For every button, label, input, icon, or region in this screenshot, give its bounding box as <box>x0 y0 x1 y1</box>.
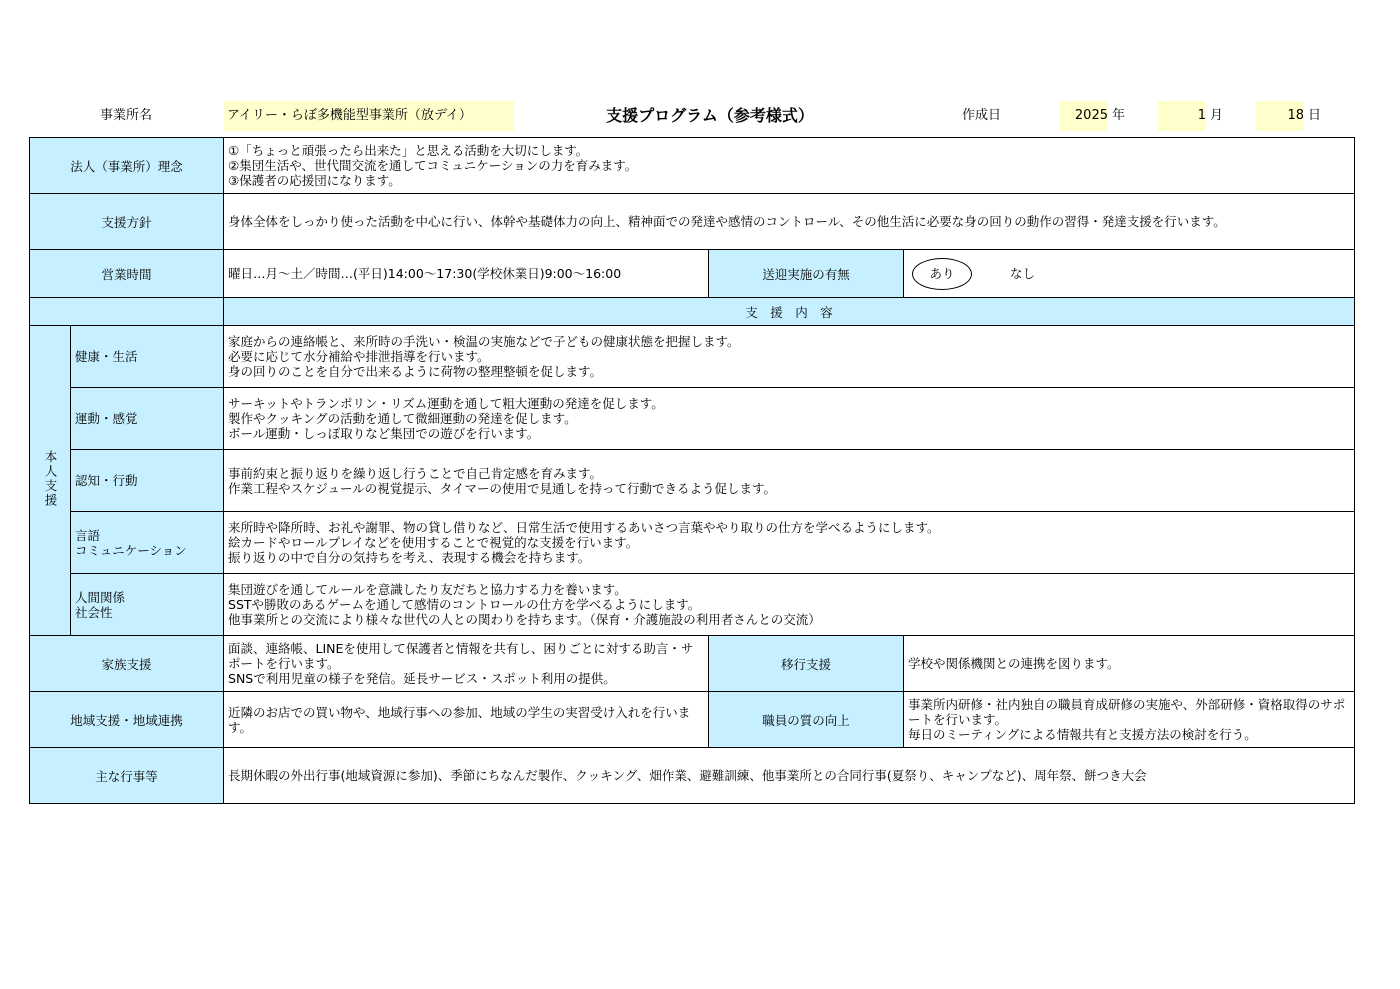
social-relations-text: 集団遊びを通してルールを意識したり友だちと協力する力を養います。 SSTや勝敗のあるゲームを通して感情のコントロールの仕方を学べるようにします。 他事業所との交流により様々な世代の人との関わりを持ちます。（保育・介護施設の利用者さんとの交流） <box>224 574 1355 636</box>
transport-no-option: なし <box>1010 265 1036 281</box>
health-life-text: 家庭からの連絡帳と、来所時の手洗い・検温の実施などで子どもの健康状態を把握します。 必要に応じて水分補給や排泄指導を行います。 身の回りのことを自分で出来るように荷物の整理整頓を促します。 <box>224 326 1355 388</box>
motor-sensory-label: 運動・感覚 <box>71 388 224 450</box>
policy-label: 支援方針 <box>30 194 224 250</box>
language-communication-text: 来所時や降所時、お礼や謝罪、物の貸し借りなど、日常生活で使用するあいさつ言葉ややり取りの仕方を学べるようにします。 絵カードやロールプレイなどを使用することで視覚的な支援を行います。 振り返りの中で自分の気持ちを考え、表現する機会を持ちます。 <box>224 512 1355 574</box>
personal-row-cognition <box>30 450 1355 512</box>
office-label: 事業所名 <box>100 108 153 123</box>
philosophy-label: 法人（事業所）理念 <box>30 138 224 194</box>
social-relations-label: 人間関係 社会性 <box>71 574 224 636</box>
month-value: 1 <box>1158 101 1206 131</box>
philosophy-row <box>30 138 1355 194</box>
support-content-header: 支 援 内 容 <box>224 298 1355 326</box>
policy-row <box>30 194 1355 250</box>
office-name: アイリー・らぼ多機能型事業所（放デイ） <box>224 101 514 131</box>
community-row <box>30 692 1355 748</box>
personal-support-label: 本人支援 <box>30 326 71 636</box>
support-program-table <box>29 137 1355 804</box>
page-title: 支援プログラム（参考様式） <box>606 106 814 125</box>
transport-label: 送迎実施の有無 <box>709 250 904 298</box>
events-row <box>30 748 1355 804</box>
health-life-label: 健康・生活 <box>71 326 224 388</box>
events-text: 長期休暇の外出行事(地域資源に参加)、季節にちなんだ製作、クッキング、畑作業、避難訓練、他事業所との合同行事(夏祭り、キャンプなど)、周年祭、餅つき大会 <box>224 748 1355 804</box>
support-content-blank <box>30 298 224 326</box>
family-support-text: 面談、連絡帳、LINEを使用して保護者と情報を共有し、困りごとに対する助言・サポートを行います。 SNSで利用児童の様子を発信。延長サービス・スポット利用の提供。 <box>224 636 709 692</box>
motor-sensory-text: サーキットやトランポリン・リズム運動を通して粗大運動の発達を促します。 製作やクッキングの活動を通して微細運動の発達を促します。 ボール運動・しっぽ取りなど集団での遊びを行います。 <box>224 388 1355 450</box>
staff-quality-label: 職員の質の向上 <box>709 692 904 748</box>
transition-support-label: 移行支援 <box>709 636 904 692</box>
cognition-behavior-label: 認知・行動 <box>71 450 224 512</box>
hours-text: 曜日…月～土／時間…(平日)14:00～17:30(学校休業日)9:00～16:00 <box>224 250 709 298</box>
hours-label: 営業時間 <box>30 250 224 298</box>
hours-row <box>30 250 1355 298</box>
personal-row-health <box>30 326 1355 388</box>
language-communication-label: 言語 コミュニケーション <box>71 512 224 574</box>
policy-text: 身体全体をしっかり使った活動を中心に行い、体幹や基礎体力の向上、精神面での発達や感情のコントロール、その他生活に必要な身の回りの動作の習得・発達支援を行います。 <box>224 194 1355 250</box>
support-content-header-row <box>30 298 1355 326</box>
month-unit: 月 <box>1210 108 1224 123</box>
family-support-label: 家族支援 <box>30 636 224 692</box>
year-value: 2025 <box>1060 101 1108 131</box>
transport-yes-option: あり <box>912 258 972 290</box>
day-unit: 日 <box>1308 108 1322 123</box>
created-date-label: 作成日 <box>962 108 1002 123</box>
year-unit: 年 <box>1112 108 1126 123</box>
community-support-text: 近隣のお店での買い物や、地域行事への参加、地域の学生の実習受け入れを行います。 <box>224 692 709 748</box>
personal-row-motor <box>30 388 1355 450</box>
philosophy-text: ①「ちょっと頑張ったら出来た」と思える活動を大切にします。 ②集団生活や、世代間交流を通してコミュニケーションの力を育みます。 ③保護者の応援団になります。 <box>224 138 1355 194</box>
staff-quality-text: 事業所内研修・社内独自の職員育成研修の実施や、外部研修・資格取得のサポートを行います。 毎日のミーティングによる情報共有と支援方法の検討を行う。 <box>904 692 1355 748</box>
community-support-label: 地域支援・地域連携 <box>30 692 224 748</box>
personal-row-language <box>30 512 1355 574</box>
family-row <box>30 636 1355 692</box>
day-value: 18 <box>1256 101 1304 131</box>
events-label: 主な行事等 <box>30 748 224 804</box>
personal-row-social <box>30 574 1355 636</box>
transport-options <box>904 250 1355 298</box>
cognition-behavior-text: 事前約束と振り返りを繰り返し行うことで自己肯定感を育みます。 作業工程やスケジュールの視覚提示、タイマーの使用で見通しを持って行動できるよう促します。 <box>224 450 1355 512</box>
transition-support-text: 学校や関係機関との連携を図ります。 <box>904 636 1355 692</box>
